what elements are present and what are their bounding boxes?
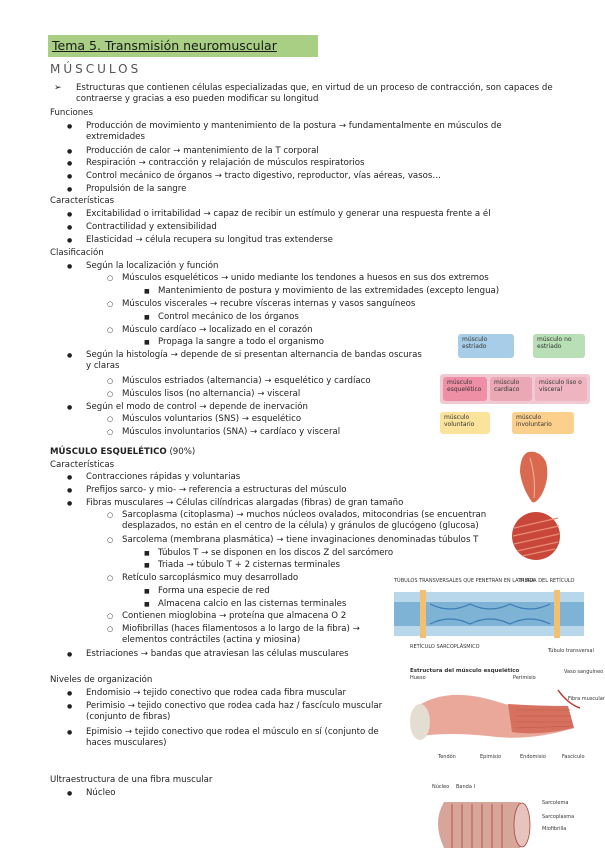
esqueletico-subheading: Características <box>50 460 115 470</box>
niveles-heading: Niveles de organización <box>50 675 153 685</box>
list-item: ● Núcleo <box>86 788 116 799</box>
page-title-bar <box>48 35 318 57</box>
struct-hueso: Hueso <box>410 675 426 681</box>
list-item: ○ Músculos involuntarios (SNA) → cardíaco y visceral <box>122 427 340 438</box>
list-item: ● Según la localización y función <box>86 261 219 272</box>
fiber-miofibrilla: Miofibrilla <box>542 826 567 832</box>
struct-vaso: Vaso sanguíneo <box>564 669 604 675</box>
tubule-diagram <box>390 578 594 658</box>
list-item: ● Perimisio → tejido conectivo que rodea cada haz / fascículo muscular (conjunto de fibras) <box>86 701 400 723</box>
tubule-label-br: Túbulo transversal <box>548 648 594 654</box>
section-heading: MÚSCULOS <box>50 62 142 76</box>
box-involuntario: músculo involuntario <box>512 412 574 434</box>
funciones-heading: Funciones <box>50 108 93 118</box>
list-item: ○ Sarcoplasma (citoplasma) → muchos núcleos ovalados, mitocondrias (se encuentran desplazados, no están en el centro de la célula) y gránulos de glucógeno (glucosa) <box>122 510 504 532</box>
list-item: ○ Miofibrillas (haces filamentosos a lo largo de la fibra) → elementos contráctiles (actina y miosina) <box>122 624 396 646</box>
struct-svg <box>408 676 593 754</box>
box-esqueletico: músculo esquelético <box>443 377 487 401</box>
list-item: ■ Propaga la sangre a todo el organismo <box>158 337 324 348</box>
list-item: ● Fibras musculares → Células cilíndricas alargadas (fibras) de gran tamaño <box>86 498 403 509</box>
list-item: ■ Almacena calcio en las cisternas terminales <box>158 599 346 610</box>
list-item: ○ Músculo cardíaco → localizado en el corazón <box>122 325 313 336</box>
list-item: ■ Control mecánico de los órganos <box>158 312 299 323</box>
list-item: ● Estriaciones → bandas que atraviesan las células musculares <box>86 649 349 660</box>
struct-epimisio: Epimisio <box>480 754 502 760</box>
fascicle <box>508 704 574 733</box>
list-item: ● Elasticidad → célula recupera su longitud tras extenderse <box>86 235 333 246</box>
struct-fibra: Fibra muscular <box>568 696 605 702</box>
fiber-nucleo: Núcleo <box>432 784 450 790</box>
list-item: ● Prefijos sarco- y mio- → referencia a estructuras del músculo <box>86 485 347 496</box>
list-item: ● Contractilidad y extensibilidad <box>86 222 217 233</box>
struct-title: Estructura del músculo esquelético <box>410 668 520 674</box>
bone <box>410 704 430 740</box>
tubule-svg <box>390 586 590 642</box>
classification-diagram <box>438 326 590 436</box>
struct-perimisio: Perimisio <box>513 675 536 681</box>
box-liso: músculo liso o visceral <box>535 377 587 401</box>
list-item: ○ Sarcolema (membrana plasmática) → tiene invaginaciones denominadas túbulos T <box>122 535 478 546</box>
list-item: ○ Músculos estriados (alternancia) → esquelético y cardíaco <box>122 376 371 387</box>
ultra-heading: Ultraestructura de una fibra muscular <box>50 775 213 785</box>
fiber-end <box>514 803 530 847</box>
list-item: ○ Contienen mioglobina → proteína que almacena O 2 <box>122 611 346 622</box>
box-voluntario: músculo voluntario <box>440 412 490 434</box>
intro-text: ➢ Estructuras que contienen células especializadas que, en virtud de un proceso de contracción, son capaces de contraerse y gracias a eso pueden modificar su longitud <box>76 83 556 105</box>
list-item: ● Propulsión de la sangre <box>86 184 186 195</box>
list-item: ○ Músculos esqueléticos → unido mediante los tendones a huesos en sus dos extremos <box>122 273 489 284</box>
list-item: ● Producción de movimiento y mantenimiento de la postura → fundamentalmente en músculos de extremidades <box>86 121 548 143</box>
box-no-estriado: músculo no estriado <box>533 334 585 358</box>
tubule-label-left: TÚBULOS TRANSVERSALES QUE PENETRAN EN LA FIBRA <box>394 578 535 584</box>
caracteristicas-heading: Características <box>50 196 115 206</box>
tubule-label-right: TRIADA DEL RETÍCULO <box>518 578 575 584</box>
list-item: ■ Forma una especie de red <box>158 586 270 597</box>
esqueletico-heading <box>50 447 195 458</box>
muscle-illustration <box>506 448 566 568</box>
list-item: ■ Triada → túbulo T + 2 cisternas terminales <box>158 560 340 571</box>
list-item: ○ Retículo sarcoplásmico muy desarrollado <box>122 573 298 584</box>
list-item: ● Contracciones rápidas y voluntarias <box>86 472 240 483</box>
list-item: ● Endomisio → tejido conectivo que rodea cada fibra muscular <box>86 688 346 699</box>
fiber-banda: Banda I <box>456 784 475 790</box>
page-title: Tema 5. Transmisión neuromuscular <box>52 38 277 53</box>
list-item: ○ Músculos voluntarios (SNS) → esquelético <box>122 414 301 425</box>
list-item: ○ Músculos lisos (no alternancia) → visceral <box>122 389 300 400</box>
struct-fasciculo: Fascículo <box>562 754 585 760</box>
list-item: ■ Mantenimiento de postura y movimiento de las extremidades (excepto lengua) <box>158 286 499 297</box>
tubule-label-bottom: RETÍCULO SARCOPLÁSMICO <box>410 644 480 650</box>
list-item: ● Producción de calor → mantenimiento de la T corporal <box>86 146 319 157</box>
list-item: ● Según la histología → depende de si presentan alternancia de bandas oscuras y claras <box>86 350 426 372</box>
fiber-sarcoplasma: Sarcoplasma <box>542 814 575 820</box>
struct-tendon: Tendón <box>438 754 456 760</box>
list-item: ● Control mecánico de órganos → tracto digestivo, reproductor, vías aéreas, vasos… <box>86 171 441 182</box>
esqueletico-pct: (90%) <box>169 447 196 457</box>
esqueletico-title: MÚSCULO ESQUELÉTICO <box>50 447 167 457</box>
list-item: ● Según el modo de control → depende de inervación <box>86 402 308 413</box>
box-estriado: músculo estriado <box>458 334 514 358</box>
struct-endomisio: Endomisio <box>520 754 546 760</box>
list-item: ○ Músculos viscerales → recubre vísceras internas y vasos sanguíneos <box>122 299 415 310</box>
fiber-ultrastructure-figure <box>430 784 590 848</box>
box-cardiaco: músculo cardiaco <box>490 377 532 401</box>
fiber-sarcolema: Sarcolema <box>542 800 569 806</box>
list-item: ■ Túbulos T → se disponen en los discos Z del sarcómero <box>158 548 393 559</box>
clasificacion-heading: Clasificación <box>50 248 104 258</box>
list-item: ● Epimisio → tejido conectivo que rodea el músculo en sí (conjunto de haces musculares) <box>86 727 400 749</box>
muscle-structure-figure <box>408 668 605 763</box>
list-item: ● Respiración → contracción y relajación de músculos respiratorios <box>86 158 364 169</box>
list-item: ● Excitabilidad o irritabilidad → capaz de recibir un estímulo y generar una respuesta frente a él <box>86 209 491 220</box>
